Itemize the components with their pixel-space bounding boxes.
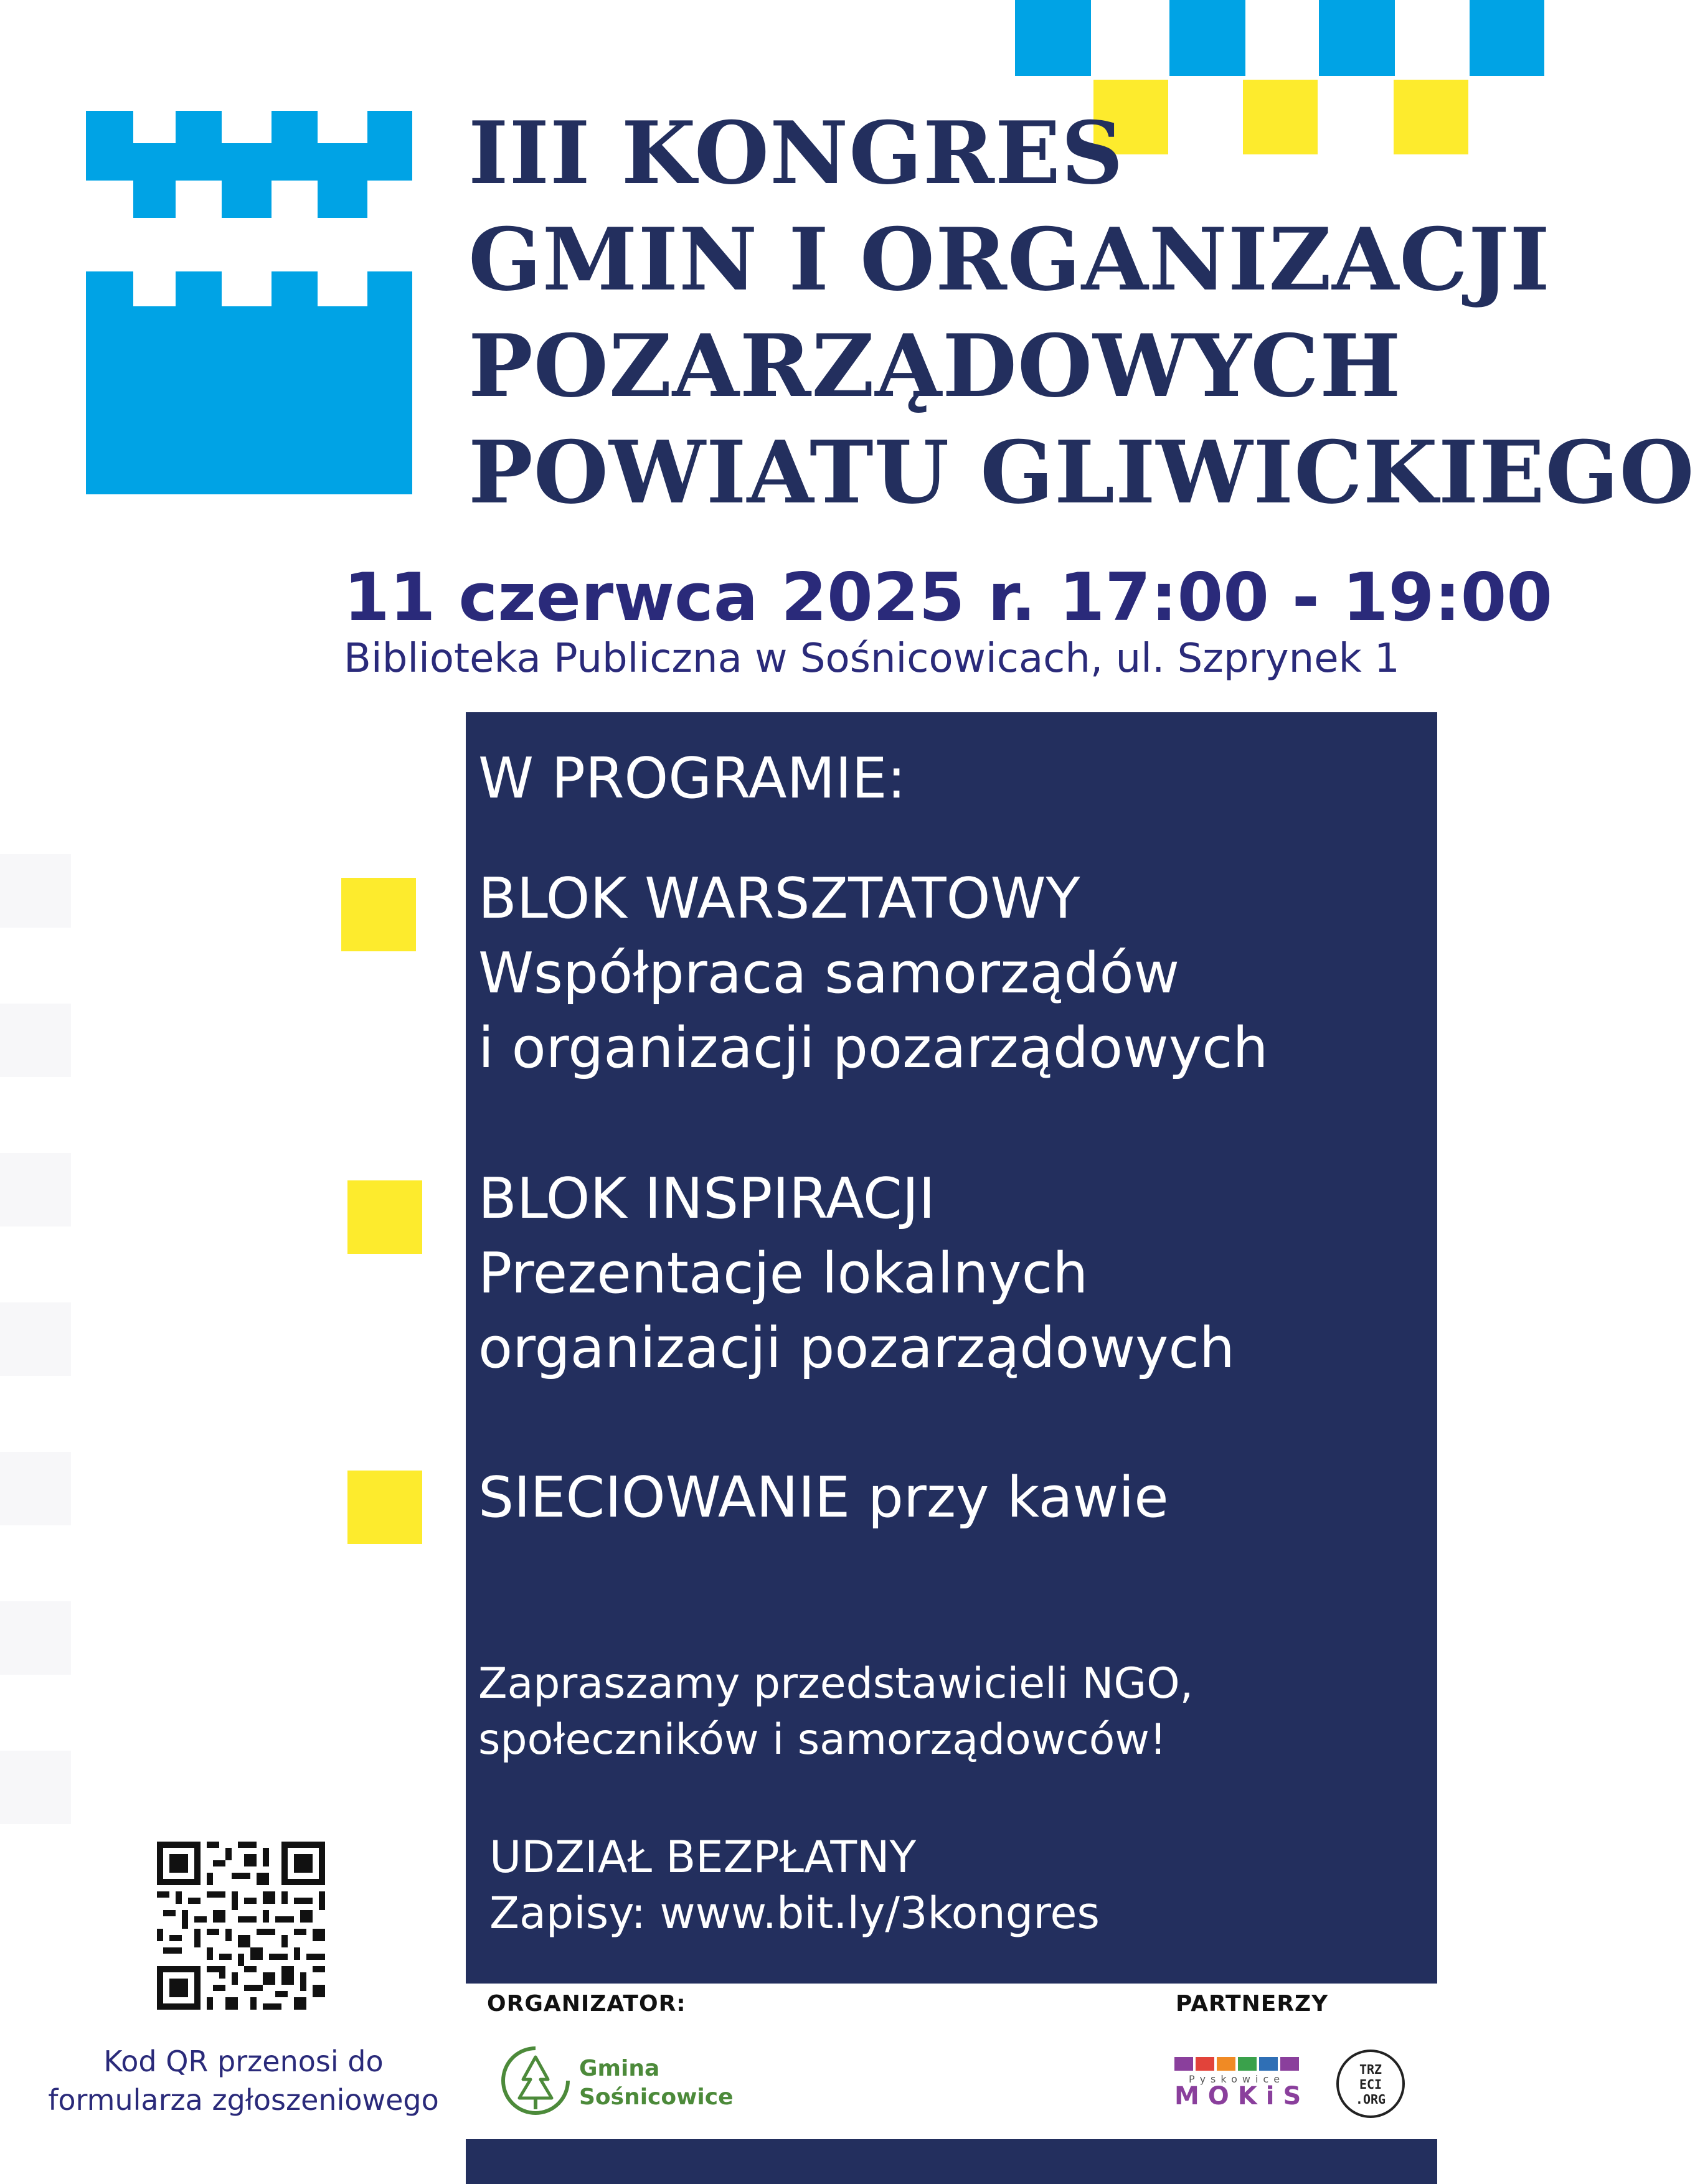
qr-caption-line: Kod QR przenosi do <box>103 2045 384 2078</box>
decor-ghost-square <box>0 1452 71 1525</box>
decor-square-blue <box>1470 0 1544 76</box>
block-desc: Współpraca samorządów <box>478 941 1180 1006</box>
program-block-workshop <box>478 862 1268 1086</box>
trzeci-line: TRZ <box>1359 2062 1382 2077</box>
bullet-square <box>347 1471 422 1544</box>
signup-link[interactable]: Zapisy: www.bit.ly/3kongres <box>489 1888 1100 1939</box>
program-block-networking <box>478 1461 1169 1535</box>
mokis-logo <box>1174 2055 1310 2111</box>
qr-code-icon[interactable] <box>157 1842 325 2010</box>
footer-navy-strip <box>466 2139 1437 2184</box>
bullet-square <box>347 1180 422 1254</box>
free-entry-label: UDZIAŁ BEZPŁATNY <box>489 1832 917 1883</box>
invite-line: Zapraszamy przedstawicieli NGO, <box>478 1659 1194 1708</box>
qr-caption-line: formularza zgłoszeniowego <box>48 2083 439 2117</box>
qr-caption <box>0 2042 487 2119</box>
tower-logo-icon <box>86 111 412 494</box>
title-line: III KONGRES <box>468 102 1124 204</box>
decor-square-blue <box>1319 0 1395 76</box>
invite-line: społeczników i samorządowców! <box>478 1715 1167 1764</box>
decor-ghost-square <box>0 1153 71 1226</box>
block-title: BLOK WARSZTATOWY <box>478 866 1080 931</box>
trzeci-org-logo <box>1336 2050 1405 2118</box>
decor-square-blue <box>1169 0 1245 76</box>
partners-label: PARTNERZY <box>1176 1991 1329 2017</box>
mokis-text: MOKiS <box>1174 2082 1310 2111</box>
event-title <box>468 100 1695 525</box>
invite-text <box>478 1656 1193 1768</box>
block-title: BLOK INSPIRACJI <box>478 1166 935 1231</box>
bullet-square <box>341 878 416 951</box>
block-title: SIECIOWANIE przy kawie <box>478 1465 1169 1530</box>
title-line: POWIATU GLIWICKIEGO <box>468 421 1695 523</box>
registration-info <box>489 1829 1100 1941</box>
decor-ghost-square <box>0 854 71 928</box>
gmina-logo-text <box>579 2055 733 2112</box>
title-line: GMIN I ORGANIZACJI <box>468 209 1551 310</box>
trzeci-line: .ORG <box>1355 2092 1386 2107</box>
trzeci-line: ECI <box>1359 2077 1382 2092</box>
block-desc: Prezentacje lokalnych <box>478 1241 1088 1306</box>
block-desc: organizacji pozarządowych <box>478 1316 1235 1381</box>
event-venue: Biblioteka Publiczna w Sośnicowicach, ul. Szprynek 1 <box>344 636 1400 682</box>
decor-ghost-square <box>0 1601 71 1675</box>
decor-ghost-square <box>0 1004 71 1077</box>
gmina-tree-logo-icon <box>498 2043 573 2118</box>
program-block-inspiration <box>478 1162 1235 1386</box>
decor-ghost-square <box>0 1751 71 1824</box>
program-heading: W PROGRAMIE: <box>478 746 906 811</box>
mokis-top-text: Pyskowice <box>1188 2073 1285 2085</box>
event-datetime: 11 czerwca 2025 r. 17:00 - 19:00 <box>344 559 1553 636</box>
gmina-line: Gmina <box>579 2056 660 2081</box>
decor-square-blue <box>1015 0 1091 76</box>
title-line: POZARZĄDOWYCH <box>468 315 1402 417</box>
decor-ghost-square <box>0 1302 71 1376</box>
gmina-line: Sośnicowice <box>579 2084 734 2110</box>
organizer-label: ORGANIZATOR: <box>487 1991 686 2017</box>
block-desc: i organizacji pozarządowych <box>478 1015 1268 1081</box>
